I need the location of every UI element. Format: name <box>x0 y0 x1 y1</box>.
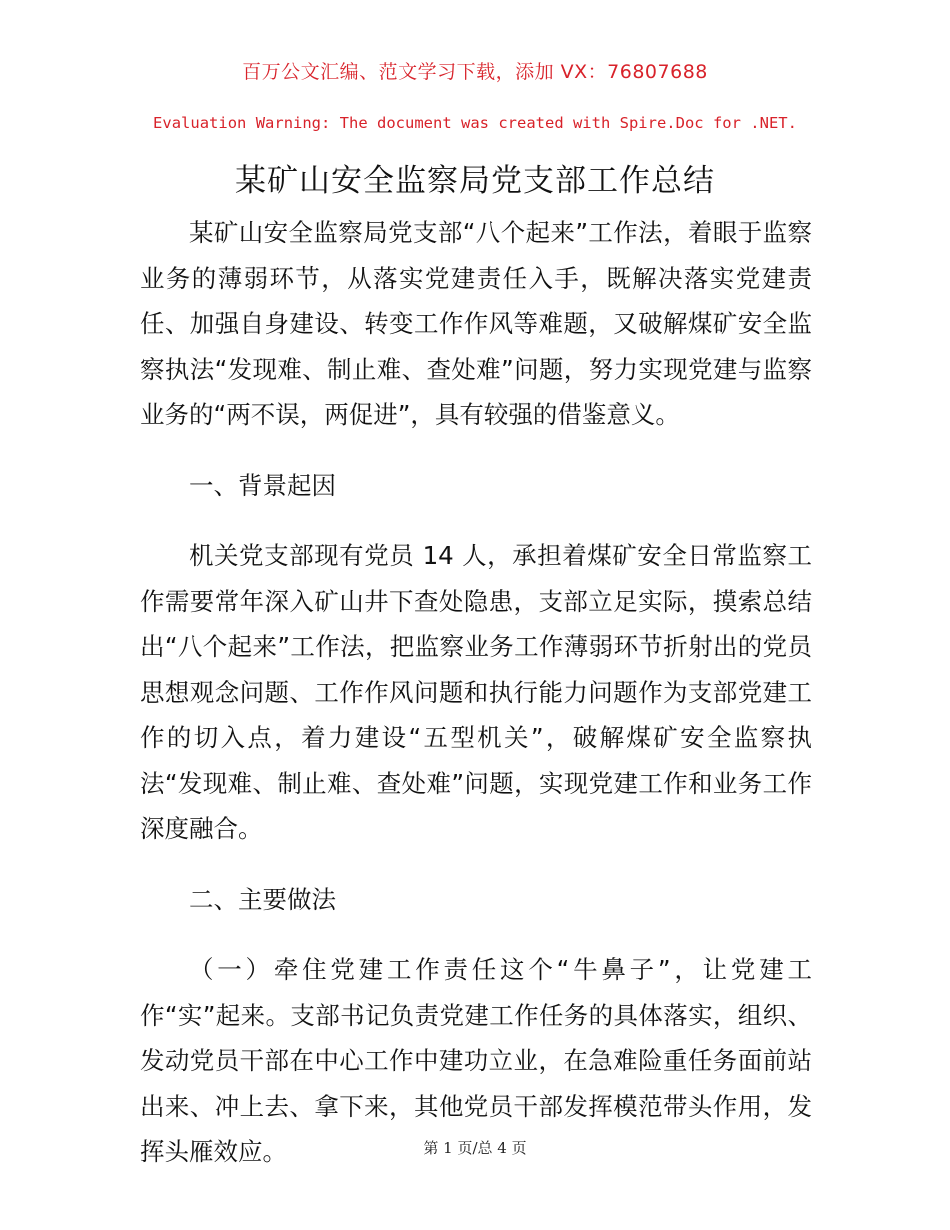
paragraph-practice-1: （一）牵住党建工作责任这个“牛鼻子”，让党建工作“实”起来。支部书记负责党建工作任务的具体落实，组织、发动党员干部在中心工作中建功立业，在急难险重任务面前站出来、冲上去、拿下来，其他党员干部发挥模范带头作用，发挥头雁效应。 <box>140 955 812 1166</box>
section-heading-practices: 二、主要做法 <box>189 884 336 914</box>
header-banner: 百万公文汇编、范文学习下载，添加 VX：76807688 <box>242 61 708 83</box>
paragraph-intro: 某矿山安全监察局党支部“八个起来”工作法，着眼于监察业务的薄弱环节，从落实党建责任入手，既解决落实党建责任、加强自身建设、转变工作作风等难题，又破解煤矿安全监察执法“发现难、制止难、查处难”问题，努力实现党建与监察业务的“两不误，两促进”，具有较强的借鉴意义。 <box>140 218 812 429</box>
evaluation-warning: Evaluation Warning: The document was created with Spire.Doc for .NET. <box>153 114 797 132</box>
document-title: 某矿山安全监察局党支部工作总结 <box>235 163 715 199</box>
page-footer: 第 1 页/总 4 页 <box>423 1139 527 1157</box>
paragraph-background: 机关党支部现有党员 14 人，承担着煤矿安全日常监察工作需要常年深入矿山井下查处隐患，支部立足实际，摸索总结出“八个起来”工作法，把监察业务工作薄弱环节折射出的党员思想观念问题、工作作风问题和执行能力问题作为支部党建工作的切入点，着力建设“五型机关”，破解煤矿安全监察执法“发现难、制止难、查处难”问题，实现党建工作和业务工作深度融合。 <box>140 541 812 843</box>
document-body <box>140 210 812 1175</box>
section-heading-background: 一、背景起因 <box>189 470 336 500</box>
